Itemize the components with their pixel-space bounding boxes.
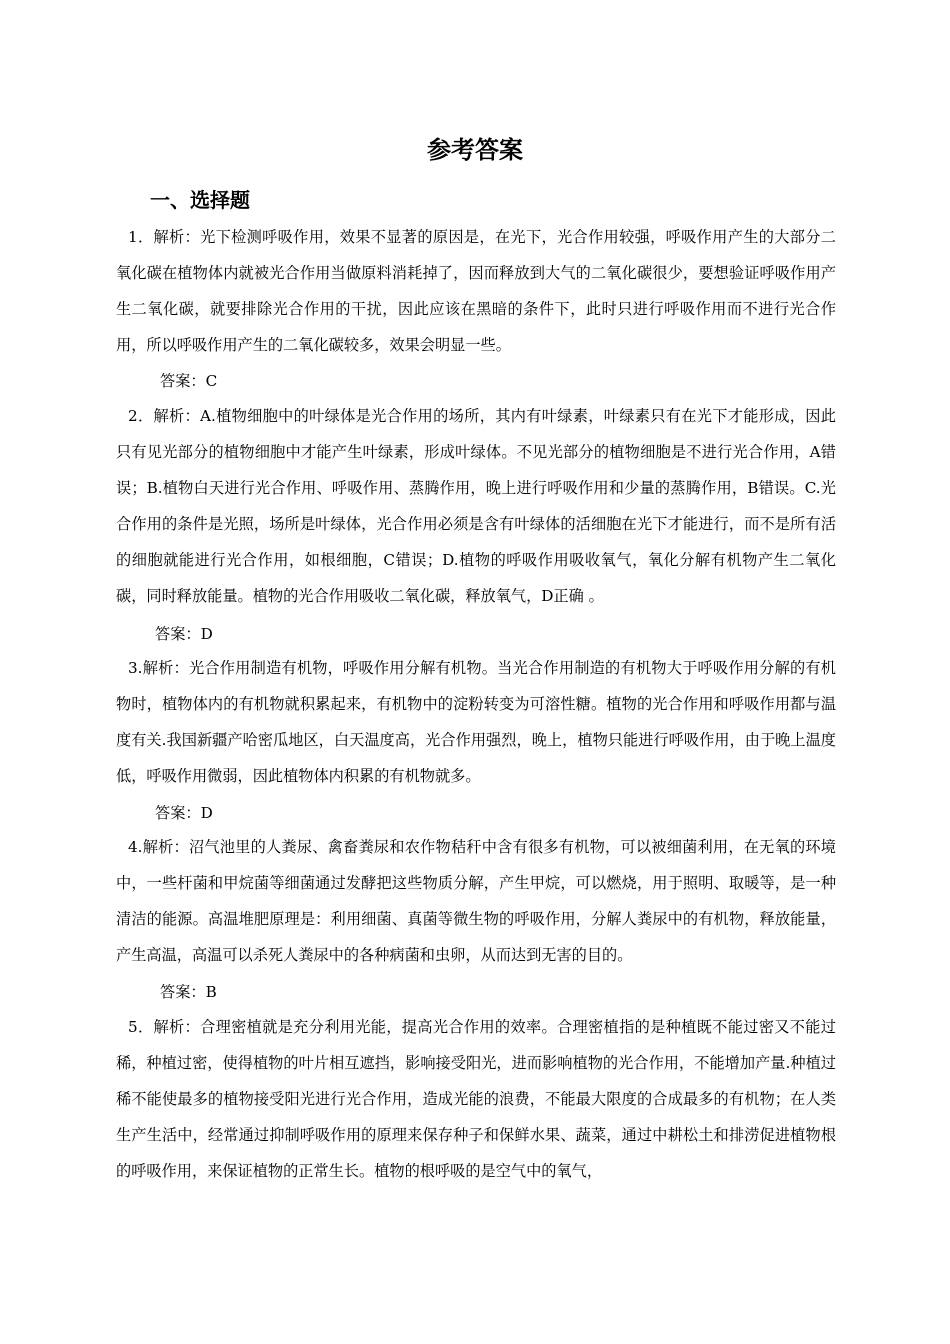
answer-line-4: 答案：B xyxy=(160,983,217,1001)
page-title: 参考答案 xyxy=(427,136,523,164)
answer-line-3: 答案：D xyxy=(155,804,213,822)
analysis-paragraph-3: 3.解析：光合作用制造有机物，呼吸作用分解有机物。当光合作用制造的有机物大于呼吸作用分解的有机物时，植物体内的有机物就积累起来，有机物中的淀粉转变为可溶性糖。植物的光合作用和呼吸作用都与温度有关.我国新疆产哈密瓜地区，白天温度高，光合作用强烈，晚上，植物只能进行呼吸作用，由于晚上温度低，呼吸作用微弱，因此植物体内积累的有机物就多。 xyxy=(116,659,836,785)
analysis-paragraph-4: 4.解析：沼气池里的人粪尿、禽畜粪尿和农作物秸秆中含有很多有机物，可以被细菌利用，在无氧的环境中，一些杆菌和甲烷菌等细菌通过发酵把这些物质分解，产生甲烷，可以燃烧，用于照明、取暖等，是一种清洁的能源。高温堆肥原理是：利用细菌、真菌等微生物的呼吸作用，分解人粪尿中的有机物，释放能量，产生高温，高温可以杀死人粪尿中的各种病菌和虫卵，从而达到无害的目的。 xyxy=(116,838,836,964)
analysis-paragraph-2: 2．解析：A.植物细胞中的叶绿体是光合作用的场所，其内有叶绿素，叶绿素只有在光下才能形成，因此只有见光部分的植物细胞中才能产生叶绿素，形成叶绿体。不见光部分的植物细胞是不进行光合作用，A错误；B.植物白天进行光合作用、呼吸作用、蒸腾作用，晚上进行呼吸作用和少量的蒸腾作用，B错误。C.光合作用的条件是光照，场所是叶绿体，光合作用必须是含有叶绿体的活细胞在光下才能进行，而不是所有活的细胞就能进行光合作用，如根细胞，C错误；D.植物的呼吸作用吸收氧气，氧化分解有机物产生二氧化碳，同时释放能量。植物的光合作用吸收二氧化碳，释放氧气，D正确 。 xyxy=(116,407,836,605)
analysis-paragraph-5: 5．解析：合理密植就是充分利用光能，提高光合作用的效率。合理密植指的是种植既不能过密又不能过稀，种植过密，使得植物的叶片相互遮挡，影响接受阳光，进而影响植物的光合作用，不能增加产量.种植过稀不能使最多的植物接受阳光进行光合作用，造成光能的浪费，不能最大限度的合成最多的有机物；在人类生产生活中，经常通过抑制呼吸作用的原理来保存种子和保鲜水果、蔬菜，通过中耕松土和排涝促进植物根的呼吸作用，来保证植物的正常生长。植物的根呼吸的是空气中的氧气， xyxy=(116,1018,836,1180)
analysis-paragraph-1: 1．解析：光下检测呼吸作用，效果不显著的原因是，在光下，光合作用较强，呼吸作用产生的大部分二氧化碳在植物体内就被光合作用当做原料消耗掉了，因而释放到大气的二氧化碳很少，要想验证呼吸作用产生二氧化碳，就要排除光合作用的干扰，因此应该在黑暗的条件下，此时只进行呼吸作用而不进行光合作用，所以呼吸作用产生的二氧化碳较多，效果会明显一些。 xyxy=(116,228,836,354)
section-heading: 一、选择题 xyxy=(150,188,250,212)
answer-line-2: 答案：D xyxy=(155,625,213,643)
answer-line-1: 答案：C xyxy=(160,372,218,390)
